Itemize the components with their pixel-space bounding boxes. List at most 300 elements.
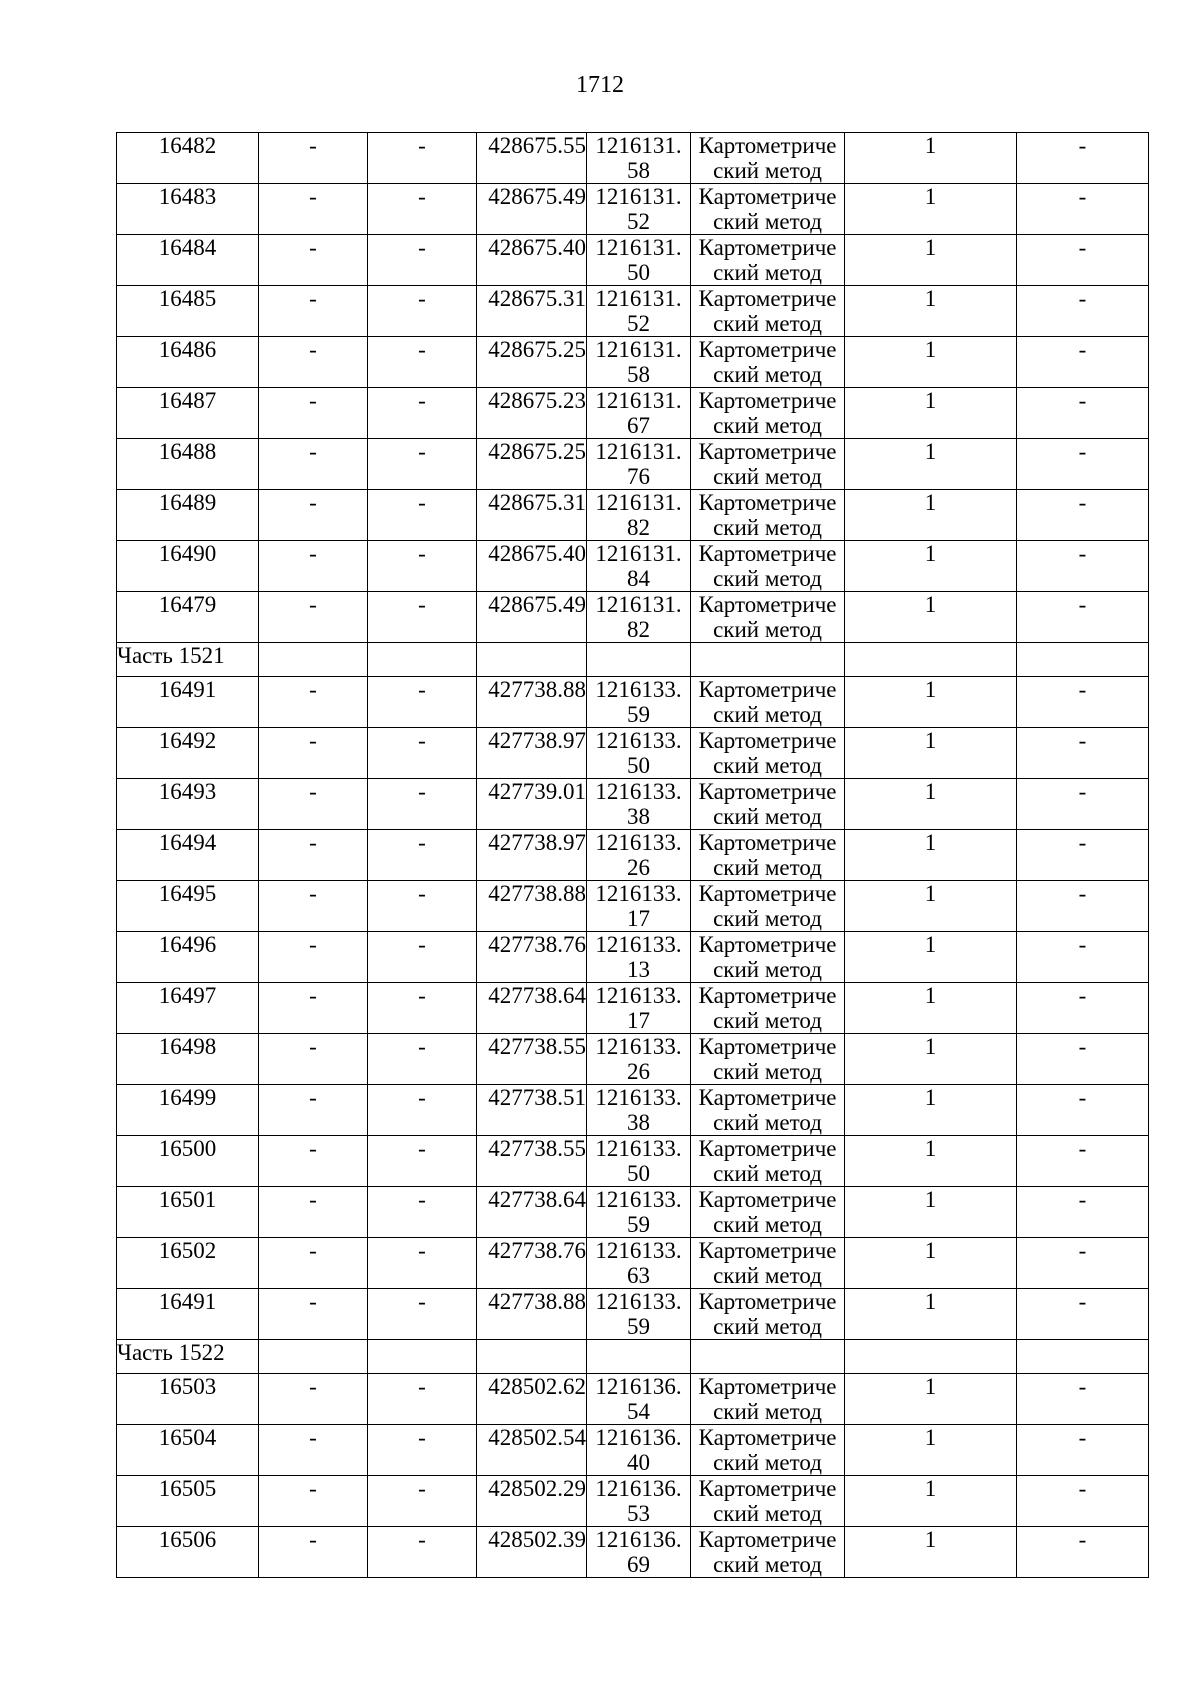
old-y-cell: - [368, 1187, 477, 1238]
empty-cell [587, 643, 691, 677]
point-number-cell: 16506 [117, 1527, 259, 1578]
x-coordinate-cell: 427738.64 [477, 983, 587, 1034]
method-part-1: Картометриче [698, 728, 837, 753]
method-part-1: Картометриче [698, 439, 837, 464]
description-cell: - [1017, 983, 1149, 1034]
y-coordinate-part-1: 1216133. [595, 1238, 682, 1263]
old-y-cell: - [368, 388, 477, 439]
method-cell [691, 830, 845, 881]
method-part-2: ский метод [713, 1263, 822, 1288]
method-cell [691, 983, 845, 1034]
empty-cell [259, 1340, 368, 1374]
old-y-cell: - [368, 1374, 477, 1425]
x-coordinate-cell: 428502.29 [477, 1476, 587, 1527]
x-coordinate-cell: 428675.31 [477, 490, 587, 541]
y-coordinate-cell [587, 1527, 691, 1578]
x-coordinate-cell: 427738.76 [477, 932, 587, 983]
table-row [117, 337, 1149, 388]
old-y-cell: - [368, 1527, 477, 1578]
x-coordinate-cell: 428502.62 [477, 1374, 587, 1425]
y-coordinate-part-1: 1216131. [595, 337, 682, 362]
description-cell: - [1017, 779, 1149, 830]
method-part-2: ский метод [713, 362, 822, 387]
method-part-2: ский метод [713, 209, 822, 234]
x-coordinate-cell: 428675.23 [477, 388, 587, 439]
old-x-cell: - [259, 830, 368, 881]
y-coordinate-part-2: 50 [627, 753, 650, 778]
method-part-1: Картометриче [698, 490, 837, 515]
y-coordinate-cell [587, 1187, 691, 1238]
accuracy-cell: 1 [845, 337, 1017, 388]
x-coordinate-cell: 428675.49 [477, 184, 587, 235]
y-coordinate-part-1: 1216133. [595, 881, 682, 906]
table-row [117, 1187, 1149, 1238]
y-coordinate-part-2: 82 [627, 515, 650, 540]
point-number-cell: 16497 [117, 983, 259, 1034]
point-number-cell: 16502 [117, 1238, 259, 1289]
description-cell: - [1017, 1425, 1149, 1476]
old-y-cell: - [368, 337, 477, 388]
y-coordinate-part-2: 59 [627, 1314, 650, 1339]
y-coordinate-cell [587, 541, 691, 592]
section-label: Часть 1522 [117, 1340, 259, 1374]
y-coordinate-cell [587, 592, 691, 643]
y-coordinate-part-2: 58 [627, 362, 650, 387]
method-cell [691, 1527, 845, 1578]
method-part-2: ский метод [713, 515, 822, 540]
old-y-cell: - [368, 1289, 477, 1340]
method-cell [691, 1034, 845, 1085]
old-x-cell: - [259, 1289, 368, 1340]
old-y-cell: - [368, 1238, 477, 1289]
accuracy-cell: 1 [845, 779, 1017, 830]
method-part-1: Картометриче [698, 388, 837, 413]
y-coordinate-part-2: 13 [627, 957, 650, 982]
coordinates-table [116, 132, 1149, 1578]
table-row [117, 439, 1149, 490]
table-row [117, 592, 1149, 643]
method-part-1: Картометриче [698, 779, 837, 804]
y-coordinate-part-2: 26 [627, 1059, 650, 1084]
method-cell [691, 337, 845, 388]
accuracy-cell: 1 [845, 1085, 1017, 1136]
page-number: 1712 [576, 72, 624, 98]
y-coordinate-cell [587, 1374, 691, 1425]
description-cell: - [1017, 490, 1149, 541]
table-row [117, 1374, 1149, 1425]
table-body [117, 133, 1149, 1578]
description-cell: - [1017, 1289, 1149, 1340]
empty-cell [259, 643, 368, 677]
old-x-cell: - [259, 388, 368, 439]
accuracy-cell: 1 [845, 184, 1017, 235]
point-number-cell: 16500 [117, 1136, 259, 1187]
old-y-cell: - [368, 881, 477, 932]
table-row [117, 133, 1149, 184]
accuracy-cell: 1 [845, 983, 1017, 1034]
table-row [117, 1136, 1149, 1187]
y-coordinate-part-2: 82 [627, 617, 650, 642]
y-coordinate-part-1: 1216131. [595, 184, 682, 209]
y-coordinate-part-1: 1216136. [595, 1425, 682, 1450]
method-cell [691, 1374, 845, 1425]
description-cell: - [1017, 184, 1149, 235]
point-number-cell: 16489 [117, 490, 259, 541]
empty-cell [368, 643, 477, 677]
old-y-cell: - [368, 439, 477, 490]
old-y-cell: - [368, 133, 477, 184]
table-row [117, 1289, 1149, 1340]
x-coordinate-cell: 428502.54 [477, 1425, 587, 1476]
y-coordinate-part-1: 1216133. [595, 1289, 682, 1314]
point-number-cell: 16499 [117, 1085, 259, 1136]
y-coordinate-part-2: 54 [627, 1399, 650, 1424]
y-coordinate-part-1: 1216133. [595, 932, 682, 957]
accuracy-cell: 1 [845, 541, 1017, 592]
accuracy-cell: 1 [845, 439, 1017, 490]
y-coordinate-part-1: 1216131. [595, 235, 682, 260]
method-part-2: ский метод [713, 855, 822, 880]
section-label: Часть 1521 [117, 643, 259, 677]
description-cell: - [1017, 1136, 1149, 1187]
x-coordinate-cell: 428675.49 [477, 592, 587, 643]
empty-cell [477, 1340, 587, 1374]
y-coordinate-part-1: 1216133. [595, 1187, 682, 1212]
old-y-cell: - [368, 983, 477, 1034]
x-coordinate-cell: 427738.88 [477, 677, 587, 728]
old-y-cell: - [368, 779, 477, 830]
method-cell [691, 677, 845, 728]
description-cell: - [1017, 1527, 1149, 1578]
y-coordinate-cell [587, 1085, 691, 1136]
method-part-2: ский метод [713, 1501, 822, 1526]
accuracy-cell: 1 [845, 1289, 1017, 1340]
method-part-2: ский метод [713, 753, 822, 778]
method-part-2: ский метод [713, 464, 822, 489]
method-part-2: ский метод [713, 1110, 822, 1135]
old-x-cell: - [259, 1034, 368, 1085]
table-row [117, 286, 1149, 337]
description-cell: - [1017, 1476, 1149, 1527]
method-cell [691, 133, 845, 184]
method-part-2: ский метод [713, 617, 822, 642]
accuracy-cell: 1 [845, 1187, 1017, 1238]
accuracy-cell: 1 [845, 592, 1017, 643]
method-cell [691, 1476, 845, 1527]
y-coordinate-cell [587, 983, 691, 1034]
y-coordinate-cell [587, 1476, 691, 1527]
method-part-2: ский метод [713, 413, 822, 438]
method-part-2: ский метод [713, 566, 822, 591]
y-coordinate-part-1: 1216136. [595, 1476, 682, 1501]
point-number-cell: 16503 [117, 1374, 259, 1425]
y-coordinate-part-2: 53 [627, 1501, 650, 1526]
x-coordinate-cell: 428675.25 [477, 337, 587, 388]
y-coordinate-part-1: 1216133. [595, 983, 682, 1008]
old-y-cell: - [368, 1034, 477, 1085]
x-coordinate-cell: 428675.40 [477, 541, 587, 592]
table-row [117, 830, 1149, 881]
y-coordinate-cell [587, 881, 691, 932]
point-number-cell: 16483 [117, 184, 259, 235]
old-y-cell: - [368, 235, 477, 286]
y-coordinate-part-1: 1216133. [595, 1136, 682, 1161]
description-cell: - [1017, 728, 1149, 779]
description-cell: - [1017, 133, 1149, 184]
old-y-cell: - [368, 184, 477, 235]
table-row [117, 1476, 1149, 1527]
point-number-cell: 16493 [117, 779, 259, 830]
accuracy-cell: 1 [845, 1425, 1017, 1476]
old-x-cell: - [259, 1527, 368, 1578]
old-x-cell: - [259, 133, 368, 184]
method-part-1: Картометриче [698, 677, 837, 702]
old-x-cell: - [259, 1425, 368, 1476]
point-number-cell: 16490 [117, 541, 259, 592]
method-cell [691, 1187, 845, 1238]
y-coordinate-part-1: 1216133. [595, 728, 682, 753]
method-cell [691, 1085, 845, 1136]
old-x-cell: - [259, 1085, 368, 1136]
point-number-cell: 16504 [117, 1425, 259, 1476]
old-y-cell: - [368, 1476, 477, 1527]
y-coordinate-part-2: 67 [627, 413, 650, 438]
section-row [117, 1340, 1149, 1374]
y-coordinate-cell [587, 439, 691, 490]
point-number-cell: 16479 [117, 592, 259, 643]
y-coordinate-part-2: 52 [627, 209, 650, 234]
accuracy-cell: 1 [845, 286, 1017, 337]
method-part-1: Картометриче [698, 881, 837, 906]
y-coordinate-part-2: 59 [627, 702, 650, 727]
y-coordinate-cell [587, 677, 691, 728]
old-y-cell: - [368, 728, 477, 779]
table-row [117, 184, 1149, 235]
old-y-cell: - [368, 677, 477, 728]
method-part-1: Картометриче [698, 983, 837, 1008]
empty-cell [845, 643, 1017, 677]
old-x-cell: - [259, 1374, 368, 1425]
method-cell [691, 779, 845, 830]
empty-cell [845, 1340, 1017, 1374]
description-cell: - [1017, 830, 1149, 881]
accuracy-cell: 1 [845, 677, 1017, 728]
old-x-cell: - [259, 1187, 368, 1238]
old-x-cell: - [259, 881, 368, 932]
old-x-cell: - [259, 439, 368, 490]
method-cell [691, 541, 845, 592]
y-coordinate-cell [587, 133, 691, 184]
y-coordinate-part-1: 1216131. [595, 439, 682, 464]
y-coordinate-part-1: 1216136. [595, 1527, 682, 1552]
y-coordinate-part-1: 1216133. [595, 830, 682, 855]
method-cell [691, 439, 845, 490]
y-coordinate-part-1: 1216133. [595, 677, 682, 702]
method-part-1: Картометриче [698, 1476, 837, 1501]
empty-cell [1017, 643, 1149, 677]
x-coordinate-cell: 428675.31 [477, 286, 587, 337]
table-row [117, 983, 1149, 1034]
method-part-1: Картометриче [698, 932, 837, 957]
method-part-1: Картометриче [698, 541, 837, 566]
method-part-1: Картометриче [698, 1374, 837, 1399]
y-coordinate-part-2: 38 [627, 804, 650, 829]
x-coordinate-cell: 427738.97 [477, 728, 587, 779]
accuracy-cell: 1 [845, 1136, 1017, 1187]
old-y-cell: - [368, 541, 477, 592]
table-row [117, 490, 1149, 541]
method-part-1: Картометриче [698, 235, 837, 260]
method-part-2: ский метод [713, 1552, 822, 1577]
old-y-cell: - [368, 592, 477, 643]
y-coordinate-part-1: 1216133. [595, 779, 682, 804]
old-y-cell: - [368, 286, 477, 337]
old-x-cell: - [259, 1136, 368, 1187]
method-part-1: Картометриче [698, 1085, 837, 1110]
accuracy-cell: 1 [845, 133, 1017, 184]
y-coordinate-cell [587, 1289, 691, 1340]
y-coordinate-part-1: 1216131. [595, 133, 682, 158]
x-coordinate-cell: 427738.64 [477, 1187, 587, 1238]
accuracy-cell: 1 [845, 1034, 1017, 1085]
old-x-cell: - [259, 1476, 368, 1527]
y-coordinate-part-1: 1216131. [595, 541, 682, 566]
method-part-1: Картометриче [698, 1187, 837, 1212]
description-cell: - [1017, 1085, 1149, 1136]
old-x-cell: - [259, 541, 368, 592]
description-cell: - [1017, 235, 1149, 286]
y-coordinate-part-2: 84 [627, 566, 650, 591]
table-row [117, 1527, 1149, 1578]
table-row [117, 779, 1149, 830]
method-part-1: Картометриче [698, 830, 837, 855]
description-cell: - [1017, 337, 1149, 388]
x-coordinate-cell: 427738.55 [477, 1136, 587, 1187]
y-coordinate-part-1: 1216131. [595, 592, 682, 617]
table-row [117, 881, 1149, 932]
description-cell: - [1017, 1034, 1149, 1085]
description-cell: - [1017, 592, 1149, 643]
accuracy-cell: 1 [845, 1374, 1017, 1425]
method-part-1: Картометриче [698, 1136, 837, 1161]
old-x-cell: - [259, 932, 368, 983]
point-number-cell: 16505 [117, 1476, 259, 1527]
old-x-cell: - [259, 728, 368, 779]
old-y-cell: - [368, 490, 477, 541]
y-coordinate-part-2: 58 [627, 158, 650, 183]
accuracy-cell: 1 [845, 388, 1017, 439]
table-row [117, 932, 1149, 983]
empty-cell [1017, 1340, 1149, 1374]
old-x-cell: - [259, 779, 368, 830]
y-coordinate-part-2: 40 [627, 1450, 650, 1475]
old-x-cell: - [259, 677, 368, 728]
x-coordinate-cell: 428675.40 [477, 235, 587, 286]
method-part-2: ский метод [713, 702, 822, 727]
method-cell [691, 490, 845, 541]
method-cell [691, 932, 845, 983]
y-coordinate-part-2: 76 [627, 464, 650, 489]
y-coordinate-cell [587, 1425, 691, 1476]
method-cell [691, 1289, 845, 1340]
old-x-cell: - [259, 592, 368, 643]
accuracy-cell: 1 [845, 1527, 1017, 1578]
method-cell [691, 235, 845, 286]
old-x-cell: - [259, 286, 368, 337]
y-coordinate-part-1: 1216133. [595, 1034, 682, 1059]
y-coordinate-cell [587, 388, 691, 439]
method-part-2: ский метод [713, 1059, 822, 1084]
old-x-cell: - [259, 490, 368, 541]
y-coordinate-part-2: 38 [627, 1110, 650, 1135]
empty-cell [691, 643, 845, 677]
old-x-cell: - [259, 337, 368, 388]
x-coordinate-cell: 427738.97 [477, 830, 587, 881]
x-coordinate-cell: 428502.39 [477, 1527, 587, 1578]
old-y-cell: - [368, 932, 477, 983]
description-cell: - [1017, 286, 1149, 337]
point-number-cell: 16482 [117, 133, 259, 184]
method-part-2: ский метод [713, 1450, 822, 1475]
method-part-1: Картометриче [698, 1289, 837, 1314]
accuracy-cell: 1 [845, 235, 1017, 286]
method-cell [691, 286, 845, 337]
method-part-1: Картометриче [698, 1238, 837, 1263]
method-cell [691, 184, 845, 235]
y-coordinate-part-1: 1216131. [595, 388, 682, 413]
table-row [117, 1238, 1149, 1289]
x-coordinate-cell: 428675.55 [477, 133, 587, 184]
table-row [117, 1425, 1149, 1476]
y-coordinate-part-1: 1216131. [595, 286, 682, 311]
y-coordinate-cell [587, 1238, 691, 1289]
method-part-1: Картометриче [698, 184, 837, 209]
old-y-cell: - [368, 1136, 477, 1187]
old-x-cell: - [259, 1238, 368, 1289]
point-number-cell: 16484 [117, 235, 259, 286]
y-coordinate-part-2: 17 [627, 1008, 650, 1033]
description-cell: - [1017, 439, 1149, 490]
old-x-cell: - [259, 235, 368, 286]
description-cell: - [1017, 388, 1149, 439]
method-cell [691, 1238, 845, 1289]
old-y-cell: - [368, 1425, 477, 1476]
method-part-2: ский метод [713, 1161, 822, 1186]
point-number-cell: 16492 [117, 728, 259, 779]
y-coordinate-part-2: 50 [627, 1161, 650, 1186]
method-cell [691, 388, 845, 439]
y-coordinate-part-2: 50 [627, 260, 650, 285]
y-coordinate-cell [587, 932, 691, 983]
accuracy-cell: 1 [845, 1476, 1017, 1527]
method-part-1: Картометриче [698, 592, 837, 617]
table-row [117, 235, 1149, 286]
x-coordinate-cell: 427738.55 [477, 1034, 587, 1085]
empty-cell [368, 1340, 477, 1374]
point-number-cell: 16485 [117, 286, 259, 337]
y-coordinate-part-2: 63 [627, 1263, 650, 1288]
y-coordinate-part-1: 1216131. [595, 490, 682, 515]
method-part-2: ский метод [713, 1314, 822, 1339]
y-coordinate-cell [587, 337, 691, 388]
method-cell [691, 1425, 845, 1476]
accuracy-cell: 1 [845, 490, 1017, 541]
y-coordinate-part-2: 59 [627, 1212, 650, 1237]
point-number-cell: 16491 [117, 1289, 259, 1340]
y-coordinate-cell [587, 728, 691, 779]
point-number-cell: 16486 [117, 337, 259, 388]
method-part-2: ский метод [713, 1212, 822, 1237]
